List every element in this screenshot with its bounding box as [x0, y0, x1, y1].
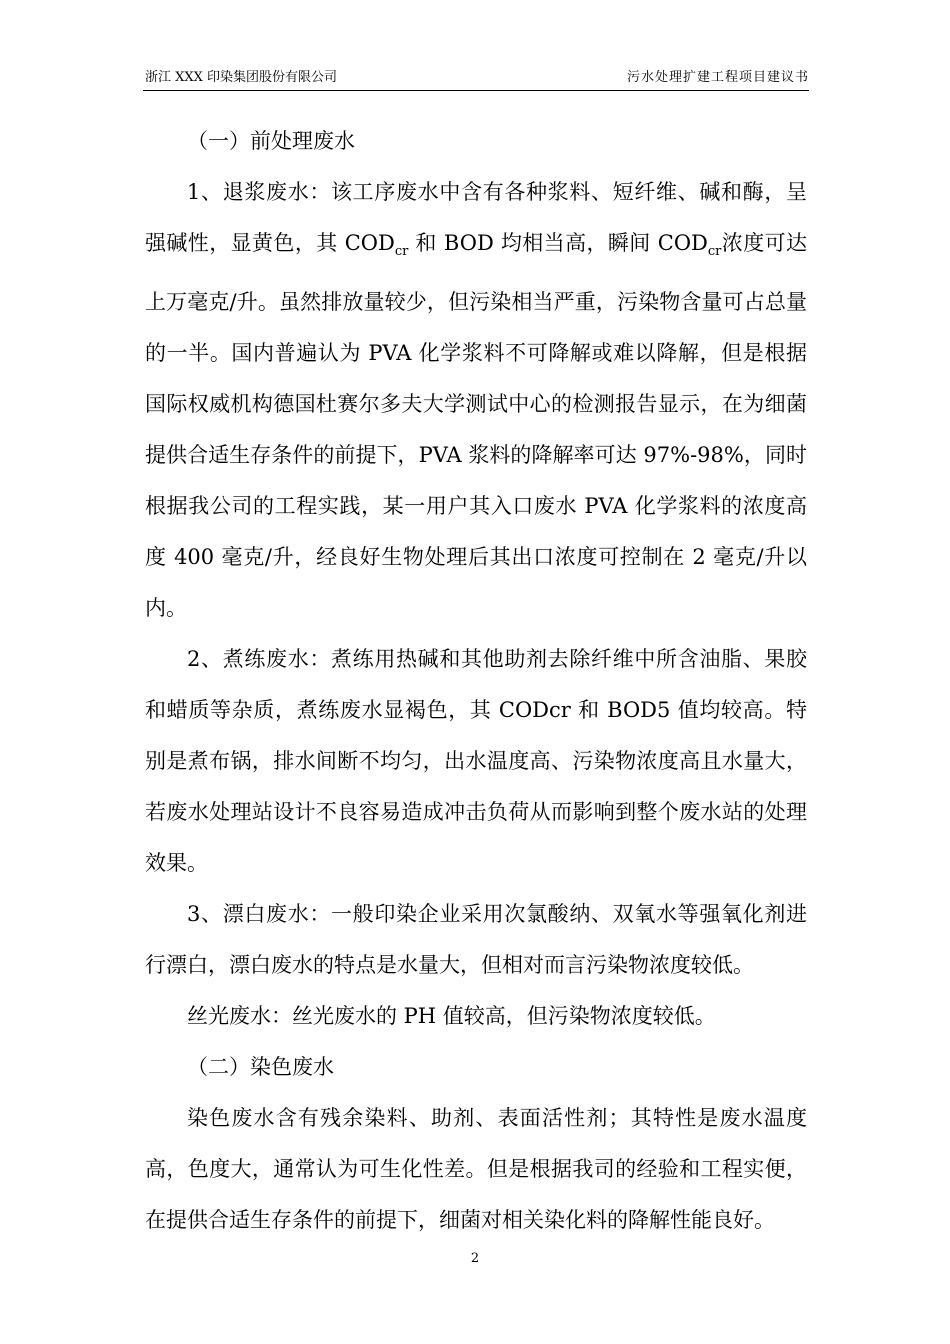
header-company-name: 浙江 XXX 印染集团股份有限公司: [145, 70, 338, 85]
paragraph-bleaching-wastewater: 3、漂白废水：一般印染企业采用次氯酸纳、双氧水等强氧化剂进行漂白，漂白废水的特点是水量大，但相对而言污染物浓度较低。: [145, 902, 807, 978]
paragraph-dyeing-wastewater: 染色废水含有残余染料、助剂、表面活性剂；其特性是废水温度高，色度大，通常认为可生化性差。但是根据我司的经验和工程实便，在提供合适生存条件的前提下，细菌对相关染化料的降解性能良好。: [145, 1106, 807, 1233]
page-number: 2: [470, 1251, 480, 1266]
header-divider: [143, 90, 809, 91]
paragraph-text: 浓度可达上万毫克/升。虽然排放量较少，但污染相当严重，污染物含量可占总量的一半。国内普遍认为 PVA 化学浆料不可降解或难以降解，但是根据国际权威机构德国杜赛尔多夫大学测试中心的检测报告显示，在为细菌提供合适生存条件的前提下，PVA 浆料的降解率可达 97%-98%，同时根据我公司的工程实践，某一用户其入口废水 PVA 化学浆料的浓度高度 400 毫克/升，经良好生物处理后其出口浓度可控制在 2 毫克/升以内。: [145, 231, 808, 621]
page-header: [143, 66, 809, 90]
subscript-cr: cr: [707, 244, 722, 260]
paragraph-text: 1、退浆废水：该工序废水中含有各种浆料、短纤维、碱和酶，呈强碱性，显黄色，其 COD: [145, 180, 807, 255]
paragraph-mercerizing-wastewater: 丝光废水：丝光废水的 PH 值较高，但污染物浓度较低。: [187, 1004, 716, 1029]
document-body: [145, 116, 807, 1246]
section-heading-pretreatment: （一）前处理废水: [187, 129, 355, 153]
paragraph-desizing-wastewater: [145, 167, 807, 634]
section-heading-dyeing: （二）染色废水: [187, 1055, 334, 1080]
paragraph-text: 和 BOD 均相当高，瞬间 COD: [408, 231, 708, 255]
subscript-cr: cr: [394, 244, 409, 260]
header-document-title: 污水处理扩建工程项目建议书: [626, 70, 809, 85]
paragraph-scouring-wastewater: 2、煮练废水：煮练用热碱和其他助剂去除纤维中所含油脂、果胶和蜡质等杂质，煮练废水显褐色，其 CODcr 和 BOD5 值均较高。特别是煮布锅，排水间断不均匀，出水温度高、污染物浓度高且水量大，若废水处理站设计不良容易造成冲击负荷从而影响到整个废水站的处理效果。: [145, 647, 807, 876]
